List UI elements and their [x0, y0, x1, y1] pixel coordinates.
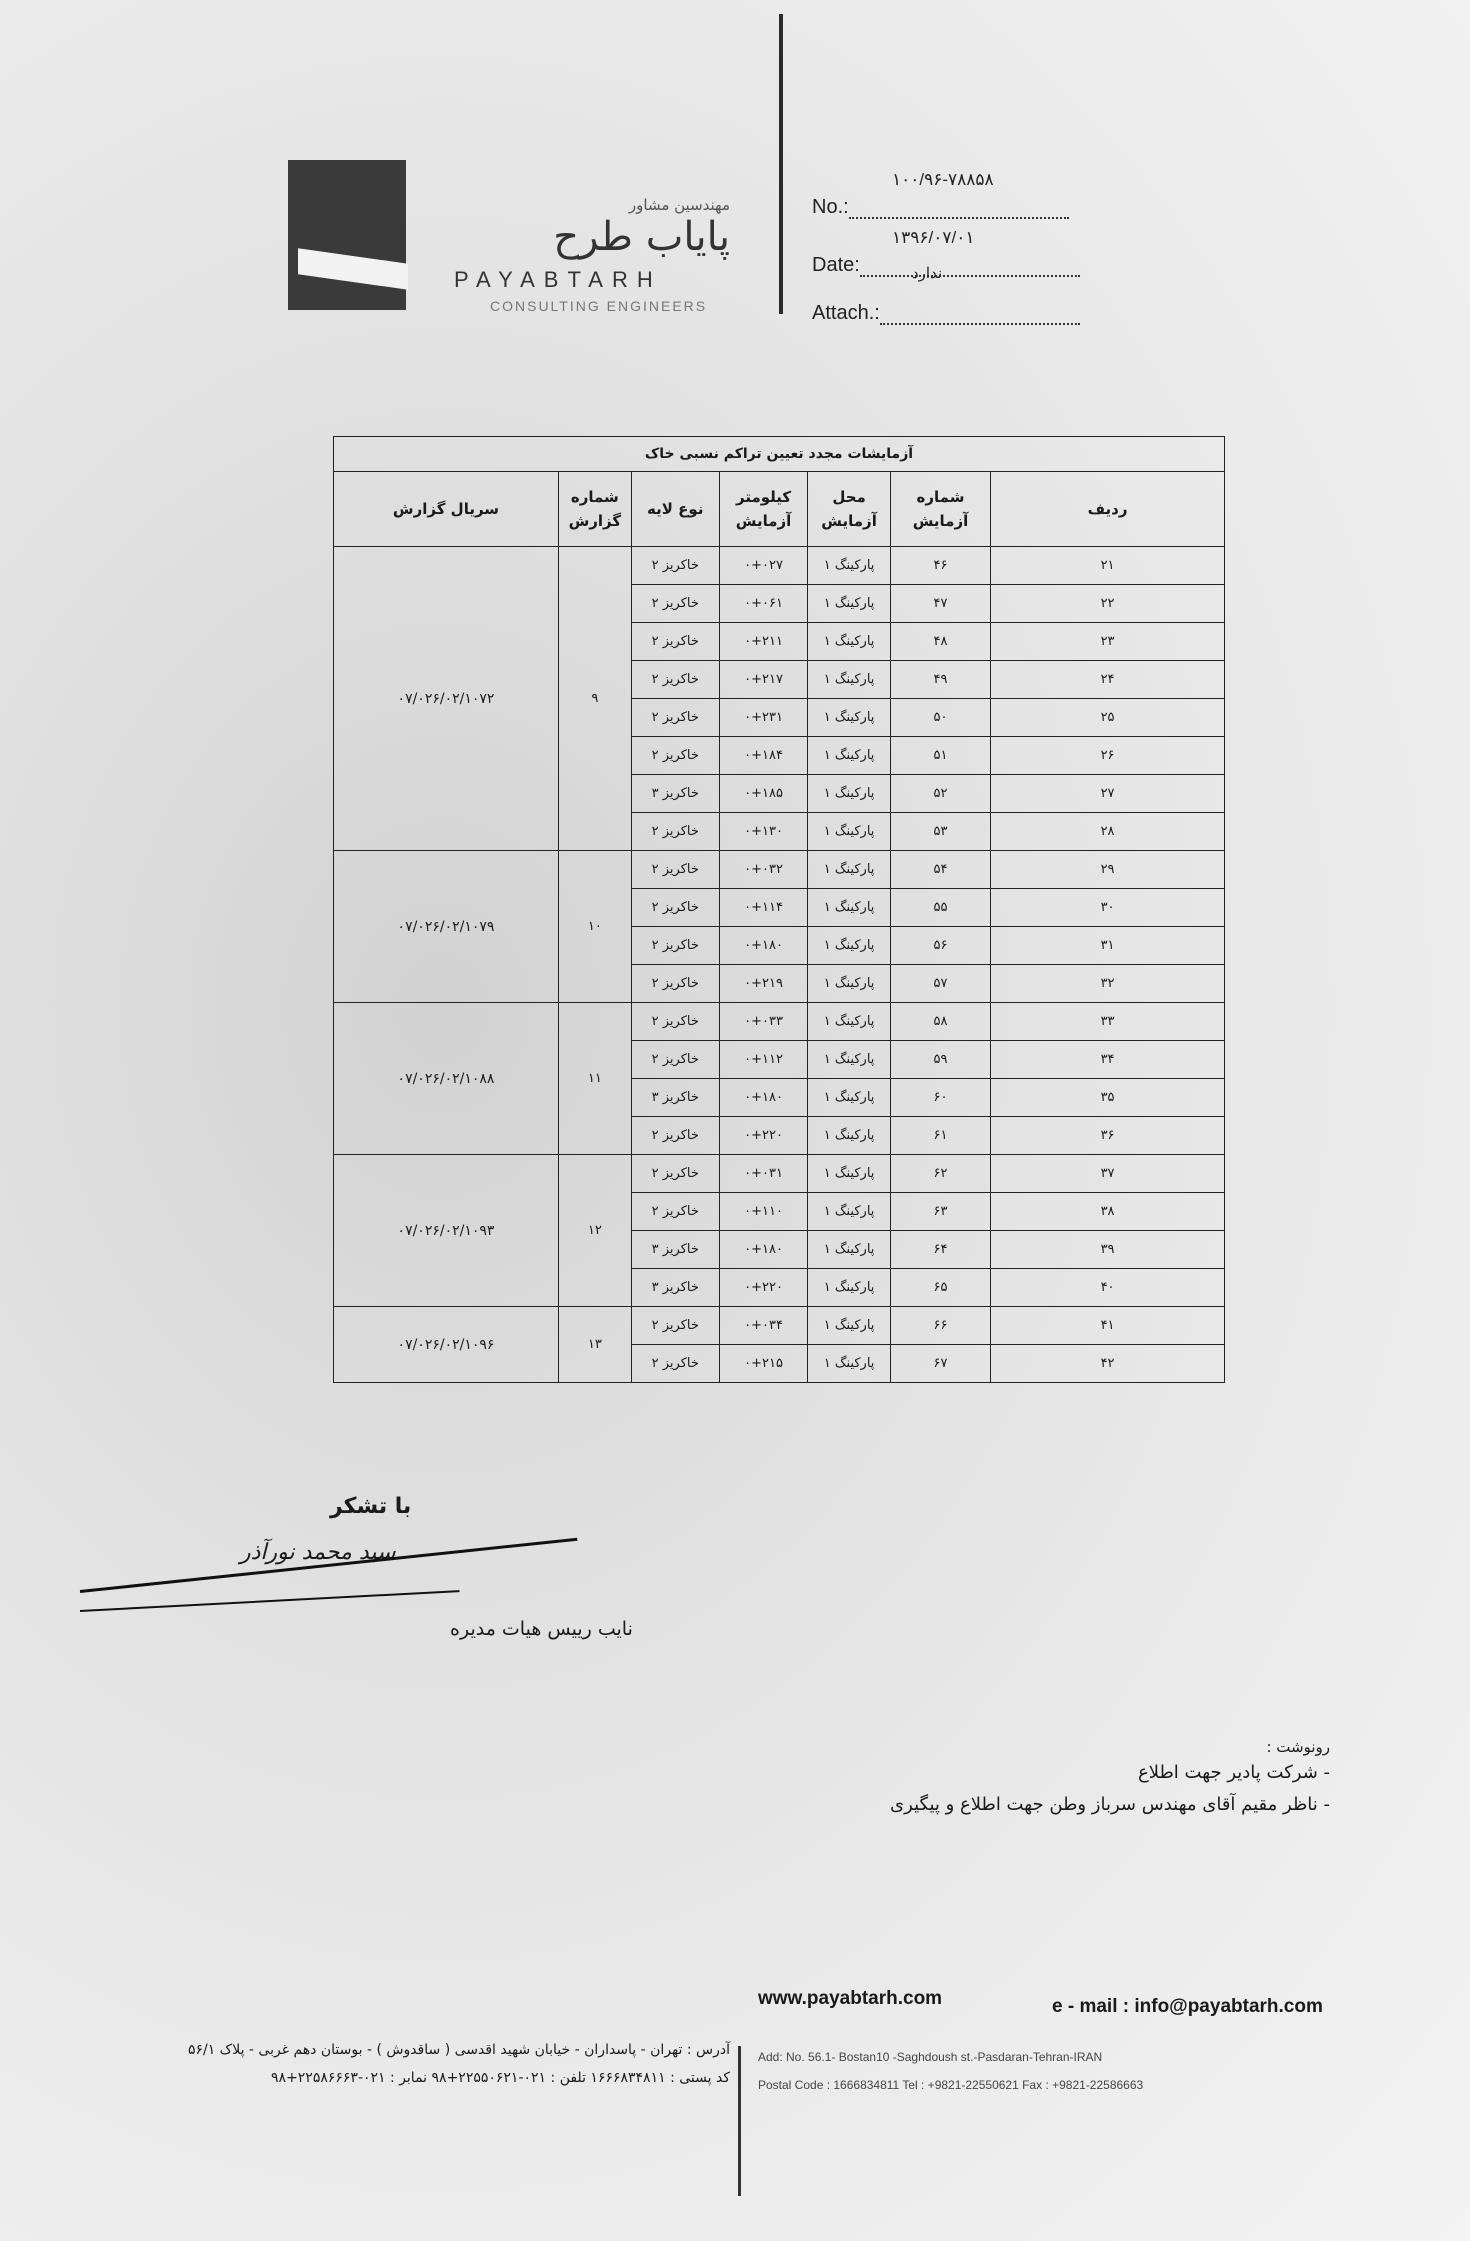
cell-radif: ۳۴	[991, 1041, 1225, 1079]
cell-location: پارکینگ ۱	[808, 1041, 891, 1079]
cell-radif: ۳۵	[991, 1079, 1225, 1117]
cell-report-no: ۱۳	[558, 1307, 631, 1383]
letter-date	[812, 228, 1080, 282]
cell-test-no: ۶۰	[890, 1079, 990, 1117]
cc-line-2: - ناظر مقیم آقای مهندس سرباز وطن جهت اطلاع و پیگیری	[890, 1794, 1330, 1815]
col-radif: ردیف	[991, 472, 1225, 547]
cell-location: پارکینگ ۱	[808, 1193, 891, 1231]
cell-radif: ۳۱	[991, 927, 1225, 965]
cell-test-no: ۵۱	[890, 737, 990, 775]
cell-km: ۰+۱۸۵	[719, 775, 807, 813]
cell-km: ۰+۲۲۰	[719, 1117, 807, 1155]
cell-radif: ۲۵	[991, 699, 1225, 737]
cell-serial: ۰۷/۰۲۶/۰۲/۱۰۸۸	[334, 1003, 559, 1155]
cell-test-no: ۶۵	[890, 1269, 990, 1307]
cell-test-no: ۶۲	[890, 1155, 990, 1193]
cell-report-no: ۱۱	[558, 1003, 631, 1155]
signer-name: سید محمد نورآذر	[240, 1540, 396, 1565]
cell-test-no: ۵۸	[890, 1003, 990, 1041]
cell-radif: ۲۴	[991, 661, 1225, 699]
cell-location: پارکینگ ۱	[808, 889, 891, 927]
cell-km: ۰+۰۲۷	[719, 547, 807, 585]
footer-address-en: Add: No. 56.1- Bostan10 -Saghdoush st.-Pasdaran-Tehran-IRAN	[758, 2050, 1103, 2064]
cell-test-no: ۵۲	[890, 775, 990, 813]
cell-layer: خاکریز ۲	[631, 1193, 719, 1231]
cell-km: ۰+۱۸۰	[719, 927, 807, 965]
cell-radif: ۲۶	[991, 737, 1225, 775]
cell-km: ۰+۰۶۱	[719, 585, 807, 623]
letter-date-note: ندارد	[912, 265, 943, 282]
cell-radif: ۳۰	[991, 889, 1225, 927]
cell-radif: ۴۰	[991, 1269, 1225, 1307]
cell-km: ۰+۱۳۰	[719, 813, 807, 851]
cell-test-no: ۴۶	[890, 547, 990, 585]
cell-test-no: ۶۴	[890, 1231, 990, 1269]
cell-km: ۰+۰۳۱	[719, 1155, 807, 1193]
cell-serial: ۰۷/۰۲۶/۰۲/۱۰۹۶	[334, 1307, 559, 1383]
cell-km: ۰+۲۱۵	[719, 1345, 807, 1383]
cell-location: پارکینگ ۱	[808, 1269, 891, 1307]
cell-test-no: ۴۹	[890, 661, 990, 699]
cell-km: ۰+۲۲۰	[719, 1269, 807, 1307]
cell-layer: خاکریز ۲	[631, 623, 719, 661]
cell-radif: ۴۱	[991, 1307, 1225, 1345]
cell-radif: ۲۳	[991, 623, 1225, 661]
results-table	[333, 436, 1225, 1383]
cell-layer: خاکریز ۲	[631, 737, 719, 775]
col-location: محل آزمایش	[808, 472, 891, 547]
table-row	[334, 1003, 1225, 1041]
cell-layer: خاکریز ۲	[631, 547, 719, 585]
signer-title: نایب رییس هیات مدیره	[450, 1618, 633, 1640]
cell-km: ۰+۱۱۲	[719, 1041, 807, 1079]
cell-radif: ۲۹	[991, 851, 1225, 889]
letter-attach-label: Attach.:	[812, 302, 880, 324]
cell-km: ۰+۰۳۴	[719, 1307, 807, 1345]
cell-km: ۰+۲۱۱	[719, 623, 807, 661]
table-caption: آزمایشات مجدد تعیین تراکم نسبی خاک	[334, 437, 1225, 472]
table-row	[334, 1307, 1225, 1345]
table-row	[334, 851, 1225, 889]
cell-test-no: ۵۷	[890, 965, 990, 1003]
cell-location: پارکینگ ۱	[808, 547, 891, 585]
cell-layer: خاکریز ۲	[631, 1155, 719, 1193]
cell-serial: ۰۷/۰۲۶/۰۲/۱۰۷۹	[334, 851, 559, 1003]
footer-divider	[738, 2046, 741, 2196]
cell-location: پارکینگ ۱	[808, 851, 891, 889]
col-report-no: شماره گزارش	[558, 472, 631, 547]
cc-line-1: - شرکت پادیر جهت اطلاع	[1138, 1762, 1330, 1783]
cell-layer: خاکریز ۲	[631, 1003, 719, 1041]
email-link[interactable]: e - mail : info@payabtarh.com	[1052, 1996, 1323, 2017]
cell-test-no: ۵۵	[890, 889, 990, 927]
company-name-en: PAYABTARH	[454, 267, 662, 292]
cell-location: پارکینگ ۱	[808, 737, 891, 775]
cell-location: پارکینگ ۱	[808, 1079, 891, 1117]
cell-radif: ۲۱	[991, 547, 1225, 585]
cell-radif: ۲۸	[991, 813, 1225, 851]
cell-km: ۰+۲۳۱	[719, 699, 807, 737]
closing-text: با تشکر	[330, 1494, 412, 1519]
cell-radif: ۳۲	[991, 965, 1225, 1003]
cell-serial: ۰۷/۰۲۶/۰۲/۱۰۹۳	[334, 1155, 559, 1307]
cell-km: ۰+۱۸۰	[719, 1231, 807, 1269]
cell-test-no: ۶۷	[890, 1345, 990, 1383]
cell-km: ۰+۱۸۰	[719, 1079, 807, 1117]
cell-location: پارکینگ ۱	[808, 585, 891, 623]
company-subtitle-fa: مهندسین مشاور	[628, 196, 730, 214]
cell-location: پارکینگ ۱	[808, 1345, 891, 1383]
cell-location: پارکینگ ۱	[808, 775, 891, 813]
signature-stroke-2	[80, 1590, 460, 1612]
cell-location: پارکینگ ۱	[808, 661, 891, 699]
cell-location: پارکینگ ۱	[808, 1307, 891, 1345]
letter-number-value: ۱۰۰/۹۶-۷۸۸۵۸	[892, 170, 994, 189]
company-logo	[288, 160, 406, 310]
cell-layer: خاکریز ۳	[631, 1079, 719, 1117]
cell-layer: خاکریز ۲	[631, 927, 719, 965]
letter-date-label: Date:	[812, 254, 860, 276]
cell-km: ۰+۰۳۳	[719, 1003, 807, 1041]
cell-km: ۰+۲۱۷	[719, 661, 807, 699]
cell-km: ۰+۲۱۹	[719, 965, 807, 1003]
cell-report-no: ۱۰	[558, 851, 631, 1003]
cell-layer: خاکریز ۳	[631, 1231, 719, 1269]
cell-test-no: ۴۸	[890, 623, 990, 661]
cell-test-no: ۴۷	[890, 585, 990, 623]
cell-km: ۰+۱۸۴	[719, 737, 807, 775]
cell-layer: خاکریز ۲	[631, 813, 719, 851]
cell-test-no: ۶۶	[890, 1307, 990, 1345]
cell-layer: خاکریز ۲	[631, 889, 719, 927]
cell-layer: خاکریز ۲	[631, 661, 719, 699]
cell-layer: خاکریز ۲	[631, 1307, 719, 1345]
cell-report-no: ۱۲	[558, 1155, 631, 1307]
footer-phone-fa: کد پستی : ۱۶۶۶۸۳۴۸۱۱ تلفن : ۰۲۱-۲۲۵۵۰۶۲۱+۹۸ نمابر : ۰۲۱-۲۲۵۸۶۶۶۳+۹۸	[271, 2070, 730, 2086]
cell-serial: ۰۷/۰۲۶/۰۲/۱۰۷۲	[334, 547, 559, 851]
cell-km: ۰+۱۱۰	[719, 1193, 807, 1231]
col-layer: نوع لایه	[631, 472, 719, 547]
cell-radif: ۳۹	[991, 1231, 1225, 1269]
company-subtitle-en: CONSULTING ENGINEERS	[490, 298, 708, 314]
cell-layer: خاکریز ۲	[631, 1345, 719, 1383]
letter-date-value: ۱۳۹۶/۰۷/۰۱	[892, 228, 975, 247]
col-test-no: شماره آزمایش	[890, 472, 990, 547]
cell-test-no: ۵۴	[890, 851, 990, 889]
cell-location: پارکینگ ۱	[808, 813, 891, 851]
letter-number-label: No.:	[812, 196, 849, 218]
cell-layer: خاکریز ۳	[631, 775, 719, 813]
cell-test-no: ۵۶	[890, 927, 990, 965]
cell-test-no: ۶۱	[890, 1117, 990, 1155]
cell-km: ۰+۰۳۲	[719, 851, 807, 889]
cell-radif: ۳۷	[991, 1155, 1225, 1193]
table-row	[334, 1155, 1225, 1193]
cell-radif: ۳۳	[991, 1003, 1225, 1041]
col-km: کیلومتر آزمایش	[719, 472, 807, 547]
cell-layer: خاکریز ۲	[631, 699, 719, 737]
table-row	[334, 547, 1225, 585]
cell-report-no: ۹	[558, 547, 631, 851]
cc-label: رونوشت :	[1266, 1738, 1330, 1756]
cell-layer: خاکریز ۳	[631, 1269, 719, 1307]
footer-address-fa: آدرس : تهران - پاسداران - خیابان شهید اقدسی ( ساقدوش ) - بوستان دهم غربی - پلاک ۵۶/۱	[187, 2042, 730, 2058]
cell-test-no: ۵۰	[890, 699, 990, 737]
cell-location: پارکینگ ۱	[808, 927, 891, 965]
cell-radif: ۲۲	[991, 585, 1225, 623]
cell-location: پارکینگ ۱	[808, 1003, 891, 1041]
cell-radif: ۳۶	[991, 1117, 1225, 1155]
letter-number	[812, 170, 1069, 219]
cell-km: ۰+۱۱۴	[719, 889, 807, 927]
cell-layer: خاکریز ۲	[631, 1041, 719, 1079]
cell-location: پارکینگ ۱	[808, 965, 891, 1003]
cell-location: پارکینگ ۱	[808, 623, 891, 661]
col-serial: سریال گزارش	[334, 472, 559, 547]
table-body	[334, 547, 1225, 1383]
footer-phone-en: Postal Code : 1666834811 Tel : +9821-22550621 Fax : +9821-22586663	[758, 2078, 1144, 2092]
company-name-fa: پایاب طرح	[553, 214, 730, 260]
cell-test-no: ۵۳	[890, 813, 990, 851]
cell-layer: خاکریز ۲	[631, 965, 719, 1003]
cell-layer: خاکریز ۲	[631, 1117, 719, 1155]
letter-attach	[812, 302, 1080, 325]
cell-location: پارکینگ ۱	[808, 1117, 891, 1155]
cell-test-no: ۵۹	[890, 1041, 990, 1079]
cell-layer: خاکریز ۲	[631, 851, 719, 889]
cell-radif: ۲۷	[991, 775, 1225, 813]
header-divider	[779, 14, 783, 314]
cell-location: پارکینگ ۱	[808, 1231, 891, 1269]
results-table-wrap	[333, 436, 1225, 1383]
cell-radif: ۴۲	[991, 1345, 1225, 1383]
cell-location: پارکینگ ۱	[808, 699, 891, 737]
cell-radif: ۳۸	[991, 1193, 1225, 1231]
cell-location: پارکینگ ۱	[808, 1155, 891, 1193]
website-link[interactable]: www.payabtarh.com	[758, 1988, 943, 2009]
cell-layer: خاکریز ۲	[631, 585, 719, 623]
cell-test-no: ۶۳	[890, 1193, 990, 1231]
